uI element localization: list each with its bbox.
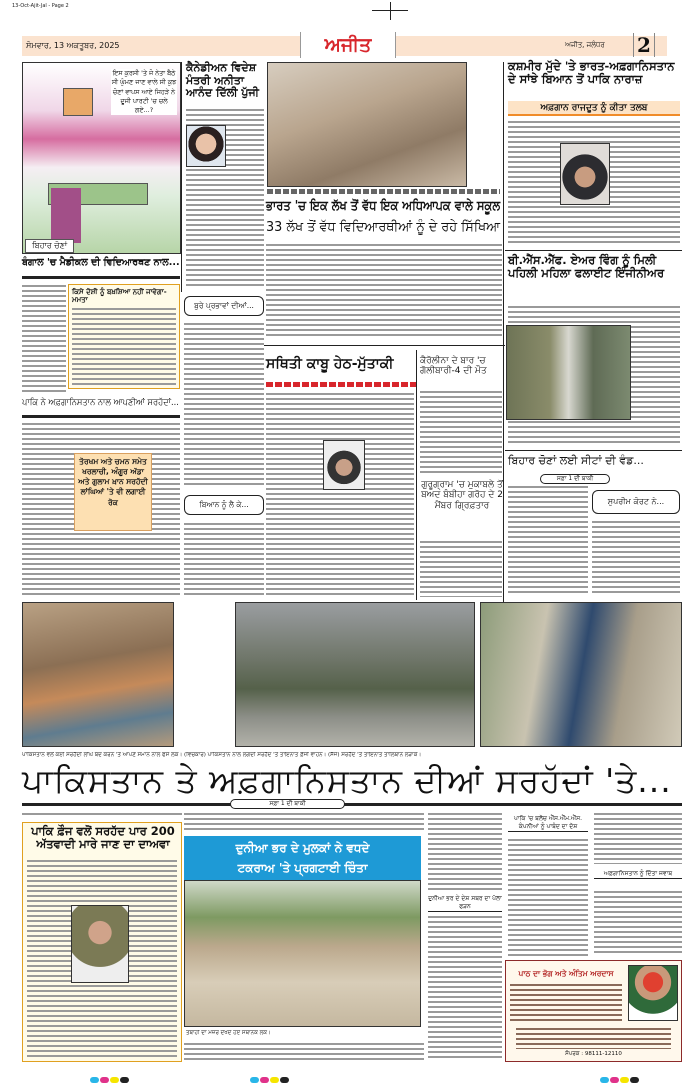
subhead-afghan: ਅਫ਼ਗਾਨਿਸਤਾਨ ਨੂੰ ਦਿੱਤਾ ਜਵਾਬ <box>594 870 682 879</box>
body-text <box>594 890 682 956</box>
body-text <box>184 1042 424 1060</box>
headline-schools-2: 33 ਲੱਖ ਤੋਂ ਵੱਧ ਵਿਦਿਆਰਥੀਆਂ ਨੂੰ ਦੇ ਰਹੇ ਸਿੱਖਿਆ <box>266 219 501 235</box>
photo-taliban-fighters <box>480 602 682 747</box>
color-bar <box>250 1068 290 1087</box>
box-bayan: ਬਿਆਨ ਨੂੰ ਲੈ ਕੇ... <box>184 495 264 515</box>
obituary-ad <box>505 960 682 1062</box>
headline-gurugram: ਗੁਰੂਗ੍ਰਾਮ 'ਚ ਮੁਕਾਬਲੇ ਤੋਂ ਬਅਦ ਬੰਬੀਹਾ ਗਰੋਹ ਦੇ 2 ਮੈਂਬਰ ਗ੍ਰਿਫ਼ਤਾਰ <box>421 480 503 511</box>
headline-pak-border: ਪਾਕਿ ਨੇ ਅਫ਼ਗਾਨਿਸਤਾਨ ਨਾਲ ਆਪਣੀਆਂ ਸਰਹੱਦਾਂ... <box>22 398 179 408</box>
body-text <box>428 812 502 892</box>
body-text <box>22 284 66 394</box>
headline-world-1: ਦੁਨੀਆ ਭਰ ਦੇ ਮੁਲਕਾਂ ਨੇ ਵਧਦੇ <box>235 841 370 855</box>
subhead-world: ਦੁਨੀਆ ਭਰ ਦੇ ਦੇਸ਼ ਸਬਰ ਦਾ ਪੱਲਾ ਫੜਨ <box>428 895 502 910</box>
body-text <box>592 520 680 595</box>
body-text <box>184 322 264 487</box>
photo-deceased <box>628 965 678 1021</box>
headline-anita: ਕੈਨੇਡੀਅਨ ਵਿਦੇਸ਼ ਮੰਤਰੀ ਅਨੀਤਾ ਆਨੰਦ ਦਿੱਲੀ ਪੁੱਜੀ <box>186 61 259 100</box>
headline-muttaqi: ਸਥਿਤੀ ਕਾਬੂ ਹੇਠ-ਮੁੱਤਾਕੀ <box>266 356 394 372</box>
headline-pak-army: ਪਾਕਿ ਫ਼ੌਜ ਵਲੋਂ ਸਰਹੱਦ ਪਾਰ 200 ਅੱਤਵਾਦੀ ਮਾਰੇ ਜਾਣ ਦਾ ਦਾਅਵਾ <box>31 824 175 852</box>
box-world-concern <box>184 836 421 880</box>
cartoon-speech: ਇਸ ਕੁਰਸੀ 'ਤੇ ਜੋ ਨੇਤਾ ਬੈਠੇ ਸੀ ਘੁੰਮਣ ਜਾਣ ਵਾਲੇ ਸੀ ਕੁਝ ਚੋਣਾਂ ਵਾਪਸ ਆਏ ਜਿਹੜੇ ਨੇ ਦੂਜੀ ਪਾਰਟੀ 'ਚ ਚਲੇ ਗਏ...? <box>111 69 177 115</box>
headline-bihar: ਬਿਹਾਰ ਚੋਣਾਂ ਲਈ ਸੀਟਾਂ ਦੀ ਵੰਡ... <box>508 454 644 467</box>
print-slug: 13-Oct-Ajit-Jal - Page 2 <box>12 3 69 9</box>
box-mamata <box>68 284 180 389</box>
headline-schools-1: ਭਾਰਤ 'ਚ ਇਕ ਲੱਖ ਤੋਂ ਵੱਧ ਇਕ ਅਧਿਆਪਕ ਵਾਲੇ ਸਕੂਲ <box>266 199 501 214</box>
subhead-muttaqi <box>266 382 416 387</box>
box-supreme-court: ਸੁਪਰੀਮ ਕੋਰਟ ਨੇ... <box>592 490 680 514</box>
header-date: ਸੋਮਵਾਰ, 13 ਅਕਤੂਬਰ, 2025 <box>26 41 120 50</box>
banner-headline: ਪਾਕਿਸਤਾਨ ਤੇ ਅਫ਼ਗਾਨਿਸਤਾਨ ਦੀਆਂ ਸਰਹੱਦਾਂ 'ਤੇ... <box>22 761 672 800</box>
box-torkham <box>74 453 152 531</box>
body-text <box>184 522 264 597</box>
subhead-bloch: ਪਾਕਿ 'ਚ ਬਲੋਚ ਐੱਸ.ਐੱਮ.ਐੱਸ. ਕੰਪਨੀਆਂ ਨੂੰ ਪਾਬੰਦ ਦਾ ਦੋਸ਼ <box>508 815 588 832</box>
body-text <box>72 307 176 385</box>
color-bar <box>600 1068 640 1087</box>
cartoon-chair <box>51 188 81 243</box>
photo-caption <box>267 189 500 194</box>
body-text <box>266 392 414 597</box>
photo-muttaqi <box>323 440 365 490</box>
body-text <box>184 812 424 832</box>
headline-world-2: ਟਕਰਾਅ 'ਤੇ ਪ੍ਰਗਟਾਈ ਚਿੰਤਾ <box>237 861 368 875</box>
cartoon-label: ਬਿਹਾਰ ਚੋਣਾਂ <box>25 239 74 253</box>
page-number: 2 <box>633 33 655 57</box>
ad-title: ਪਾਠ ਦਾ ਭੋਗ ਅਤੇ ਅੰਤਿਮ ਅਰਦਾਸ <box>518 969 614 978</box>
photo-rubble-top <box>267 62 467 187</box>
photo-afghan-envoy <box>560 143 610 205</box>
rubble-caption: ਤਬਾਹੀ ਦਾ ਮੰਜ਼ਰ ਦੇਖਦੇ ਹੋਏ ਸਥਾਨਕ ਲੋਕ। <box>186 1030 271 1036</box>
photo-military-vehicle <box>235 602 475 747</box>
color-bar <box>90 1068 130 1087</box>
photo-strip-caption: ਪਾਕਿਸਤਾਨ ਵਲੋਂ ਕਈ ਸਰਹੱਦੀ ਲਾਂਘੇ ਬੰਦ ਕਰਨ 'ਤੇ ਆਪਣੇ ਸਮਾਨ ਨਾਲ ਫਸੇ ਲੋਕ। (ਵਿਚਕਾਰ) ਪਾਕਿਸਤਾਨ ਨਾਲ ਲਗਦੀ ਸਰਹੱਦ 'ਤੇ ਤਾਇਨਾਤ ਫ਼ੌਜੀ ਵਾਹਨ। (ਸੱਜੇ) ਸਰਹੱਦ 'ਤੇ ਤਾਇਨਾਤ ਤਾਲਿਬਾਨ ਲੜਾਕੇ। <box>22 752 422 758</box>
crop-mark <box>390 2 391 20</box>
cartoon <box>22 62 181 254</box>
photo-border-crowd <box>22 602 174 747</box>
headline-mamata: ਕਿਸੇ ਦੋਸ਼ੀ ਨੂੰ ਬਖ਼ਸ਼ਿਆ ਨਹੀਂ ਜਾਵੇਗਾ-ਮਮਤਾ <box>72 288 167 305</box>
continued-label: ਸਫ਼ਾ 1 ਦੀ ਬਾਕੀ <box>230 799 345 809</box>
headline-bengal: ਬੰਗਾਲ 'ਚ ਮੈਡੀਕਲ ਦੀ ਵਿਦਿਆਰਥਣ ਨਾਲ... <box>22 257 180 268</box>
headline-torkham: ਤੋਰਖਮ ਅਤੇ ਚਮਨ ਸਮੇਤ ਖਰਲਾਚੀ, ਅੰਗੂਰ ਅੱਡਾ ਅਤੇ ਗੁਲਾਮ ਖ਼ਾਨ ਸਰਹੱਦੀ ਲਾਂਘਿਆਂ 'ਤੇ ਵੀ ਲਗਾਈ ਰੋਕ <box>78 457 148 507</box>
headline-kashmir: ਕਸ਼ਮੀਰ ਮੁੱਦੇ 'ਤੇ ਭਾਰਤ-ਅਫ਼ਗਾਨਿਸਤਾਨ ਦੇ ਸਾਂਝੇ ਬਿਆਨ ਤੋਂ ਪਾਕਿ ਨਾਰਾਜ਼ <box>508 59 675 87</box>
body-text <box>266 243 502 338</box>
subhead-kashmir: ਅਫ਼ਗਾਨ ਰਾਜਦੂਤ ਨੂੰ ਕੀਤਾ ਤਲਬ <box>508 101 680 116</box>
box-pak-army <box>22 822 182 1062</box>
crop-mark <box>372 10 408 11</box>
body-text <box>508 838 588 956</box>
photo-anita-anand <box>186 125 226 167</box>
photo-bsf-engineer <box>506 325 631 420</box>
photo-pak-army-spokesman <box>71 905 129 983</box>
body-text <box>22 812 182 818</box>
body-text <box>428 915 502 1060</box>
body-text <box>510 983 622 1021</box>
photo-rubble-bottom <box>184 880 421 1027</box>
newspaper-logo: ਅਜੀਤ <box>300 32 396 58</box>
headline-bsf: ਬੀ.ਐੱਸ.ਐੱਫ. ਏਅਰ ਵਿੰਗ ਨੂੰ ਮਿਲੀ ਪਹਿਲੀ ਮਹਿਲਾ ਫਲਾਈਟ ਇੰਜੀਨੀਅਰ <box>508 253 665 281</box>
headline-carolina: ਕੈਰੋਲੀਨਾ ਦੇ ਬਾਰ 'ਚ ਗੋਲੀਬਾਰੀ-4 ਦੀ ਮੌਤ <box>420 356 487 377</box>
header-edition: ਅਜੀਤ, ਜਲੰਧਰ <box>565 41 605 49</box>
body-text <box>508 485 588 595</box>
body-text <box>516 1027 671 1049</box>
continued-label: ਸਫ਼ਾ 1 ਦੀ ਬਾਕੀ <box>540 474 610 484</box>
body-text <box>420 540 502 597</box>
ad-phone: ਸੰਪਰਕ : 98111-12110 <box>565 1051 622 1057</box>
body-text <box>594 812 682 864</box>
body-text <box>420 390 502 475</box>
box-bure-prabhav: ਬੁਰੇ ਪ੍ਰਭਾਵਾਂ ਦੀਆਂ... <box>184 296 264 316</box>
cartoon-portrait <box>63 88 93 116</box>
